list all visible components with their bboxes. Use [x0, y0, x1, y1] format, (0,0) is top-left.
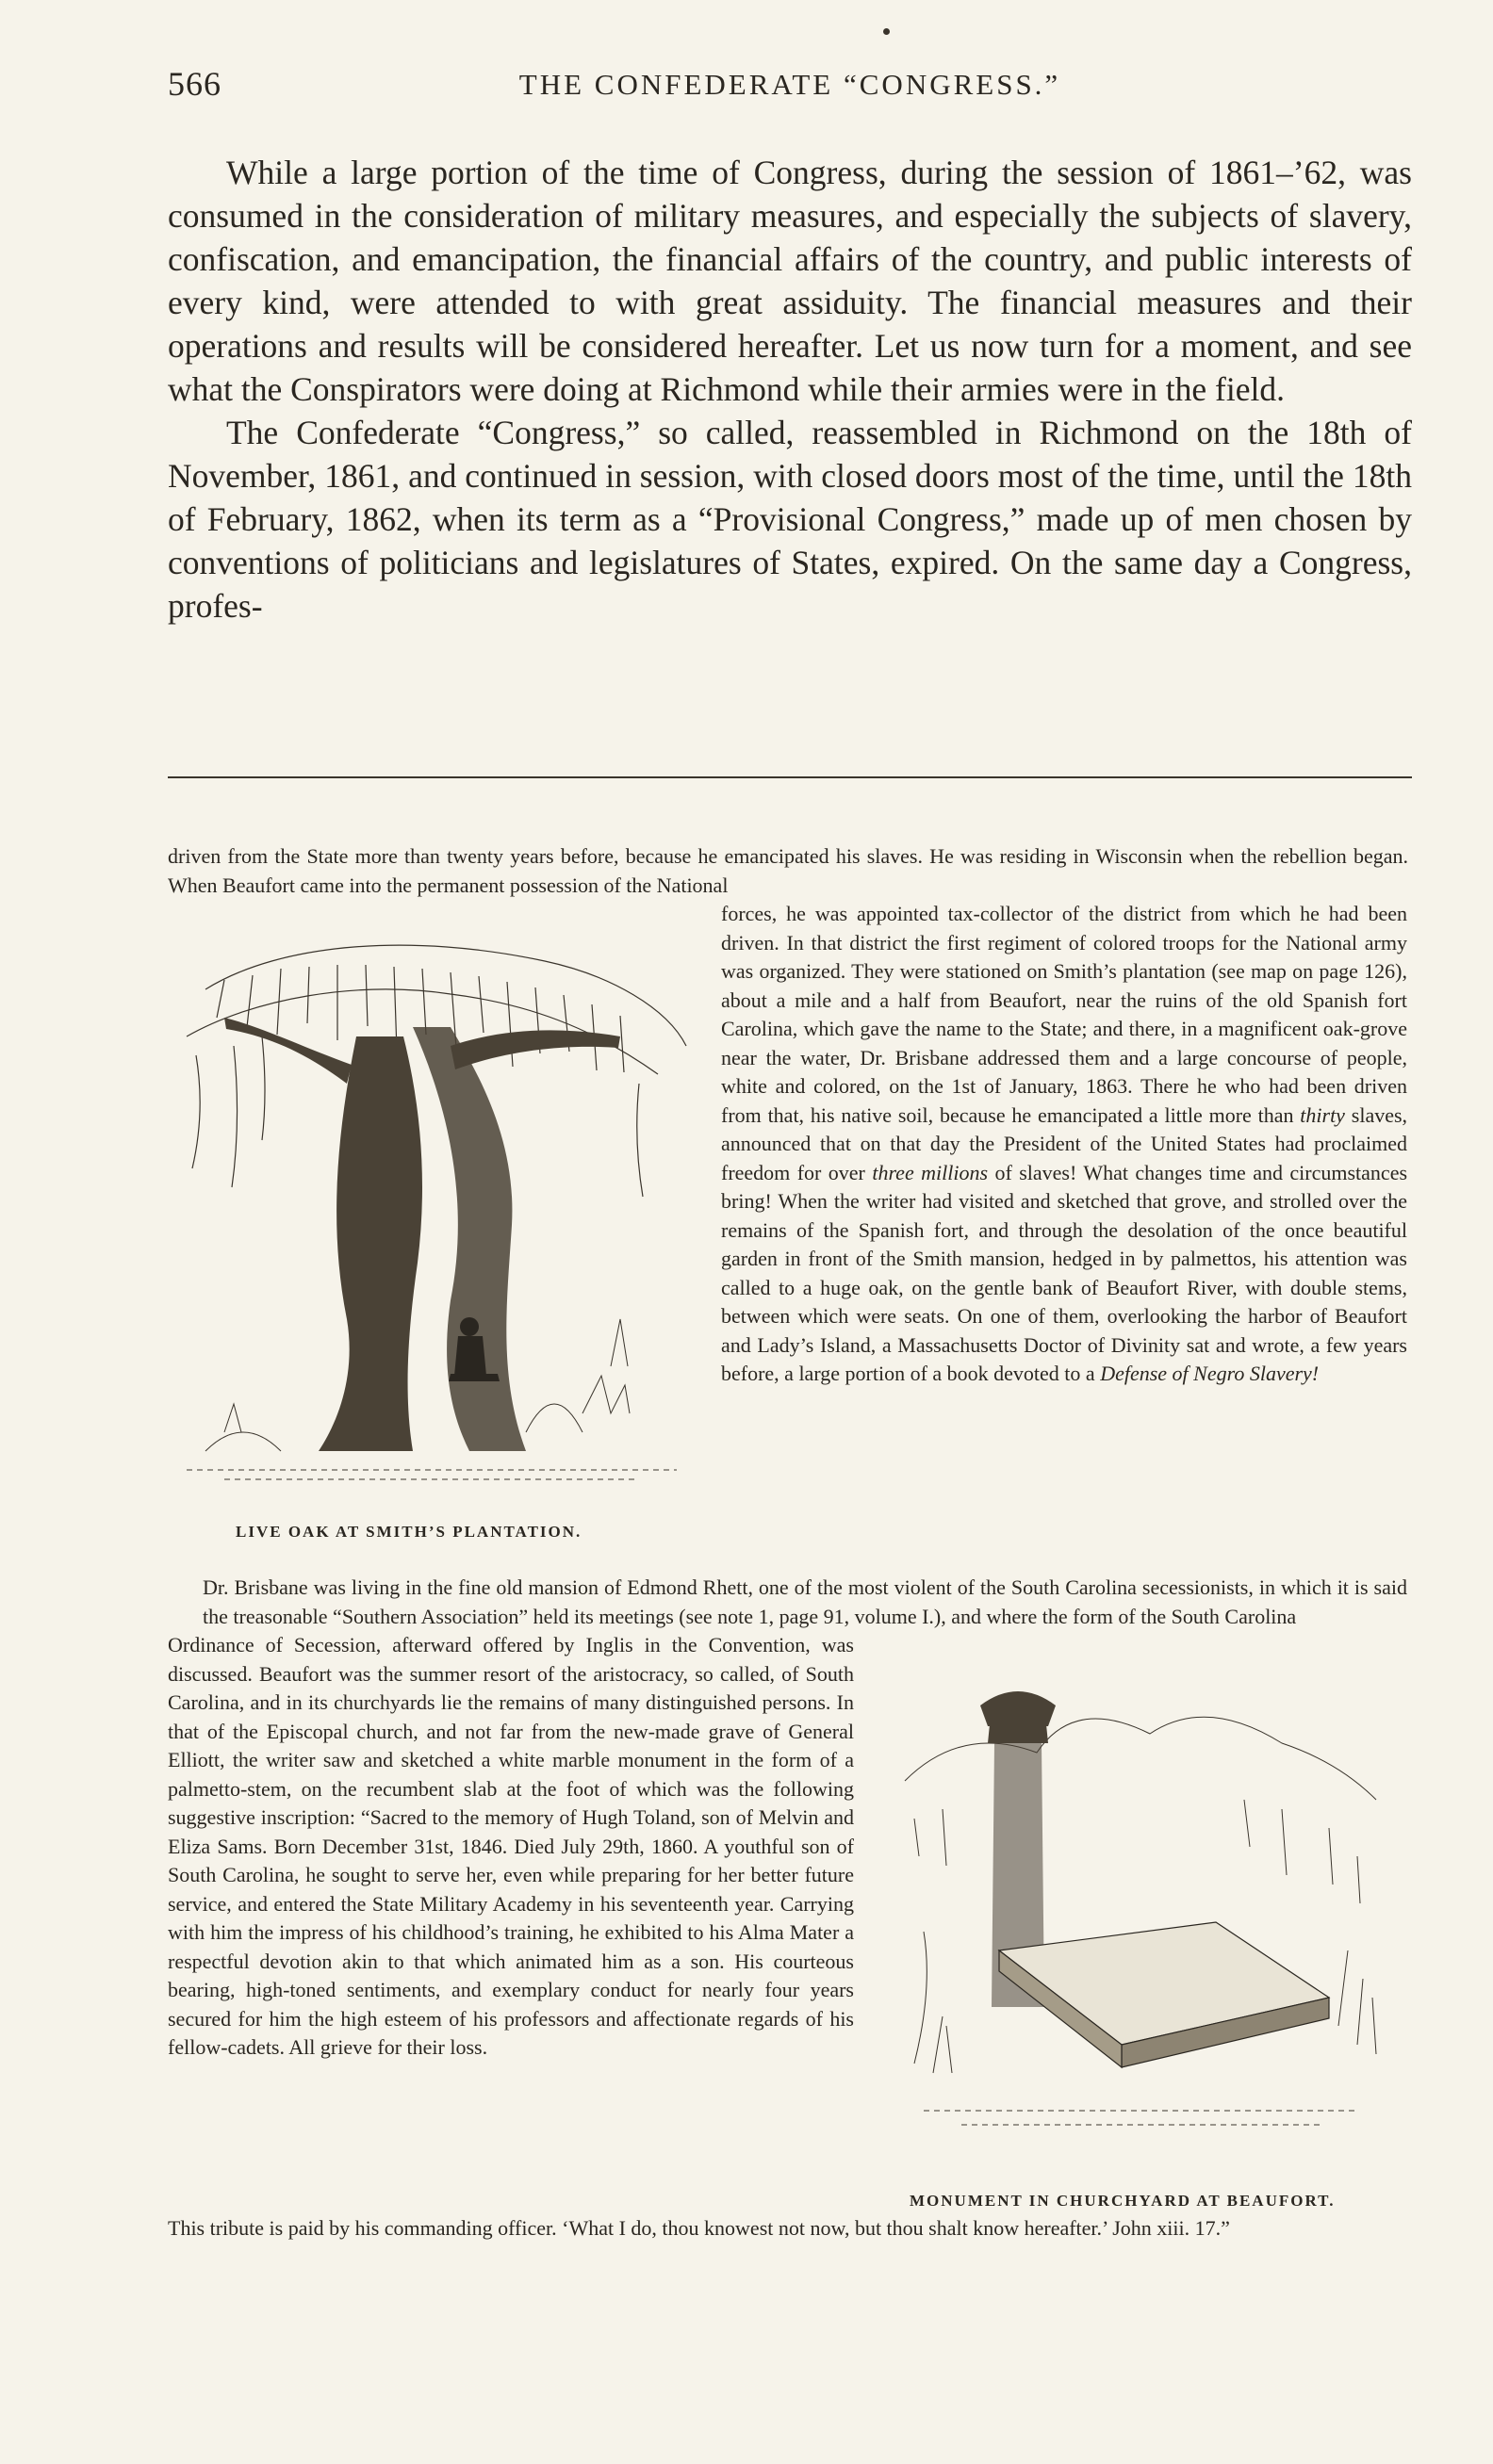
main-text [168, 151, 1412, 628]
page-header [168, 64, 1412, 111]
footnote-emphasis-defense: Defense of Negro Slavery! [1100, 1362, 1320, 1385]
running-head: THE CONFEDERATE “CONGRESS.” [518, 68, 1061, 101]
footnote-block-c: Dr. Brisbane was living in the fine old mansion of Edmond Rhett, one of the most violent of the South Carolina secessionists, in which it is said the treasonable “Southern Association” held its meetings (see note 1, page 91, volume I.), and where the form of the South Carolina [203, 1575, 1407, 1628]
ink-dot [883, 28, 890, 35]
live-oak-illustration [168, 923, 692, 1489]
footnote-text-b2: slaves, announced that on that day the President of the United States had proclaimed freedom for over [721, 1102, 1408, 1184]
main-paragraph-2: The Confederate “Congress,” so called, reassembled in Richmond on the 18th of November, 1861, and continued in session, with closed doors most of the time, until the 18th of February, 1862, when its term as a “Provisional Congress,” made up of men chosen by conventions of politicians and legislatures of States, expired. On the same day a Congress, profes- [168, 414, 1412, 625]
main-paragraph-1: While a large portion of the time of Congress, during the session of 1861–’62, was consumed in the consideration of military measures, and especially the subjects of slavery, confiscation, and emancipation, the financial affairs of the country, and public interests of every kind, were attended to with great assiduity. The financial measures and their operations and results will be considered hereafter. Let us now turn for a moment, and see what the Conspirators were doing at Richmond while their armies were in the field. [168, 154, 1412, 408]
footnote-rule [168, 776, 1412, 778]
monument-illustration [886, 1668, 1395, 2158]
footnote-block-b [721, 900, 1407, 1389]
footnote-block-e: This tribute is paid by his commanding officer. ‘What I do, thou knowest not now, but thou shalt know hereafter.’ John xiii. 17.” [168, 2216, 1230, 2240]
footnote-block-d: Ordinance of Secession, afterward offered by Inglis in the Convention, was discussed. Beaufort was the summer resort of the aristocracy, so called, of South Carolina, and in its churchyards lie the remains of many distinguished persons. In that of the Episcopal church, and not far from the new-made grave of General Elliott, the writer saw and sketched a white marble monument in the form of a palmetto-stem, on the recumbent slab at the foot of which was the following suggestive inscription: “Sacred to the memory of Hugh Toland, son of Melvin and Eliza Sams. Born December 31st, 1846. Died July 29th, 1860. A youthful son of South Carolina, he sought to serve her, even while preparing for her better future service, and entered the State Military Academy in his seventeenth year. Carrying with him the impress of his childhood’s training, he exhibited to his Alma Mater a respectful devotion akin to that which animated him as a son. His courteous bearing, high-toned sentiments, and exemplary conduct for nearly four years secured for him the high esteem of his professors and affectionate regards of his fellow-cadets. All grieve for their loss. [168, 1633, 854, 2059]
monument-caption: MONUMENT IN CHURCHYARD AT BEAUFORT. [910, 2192, 1336, 2210]
footnote-emphasis-thirty: thirty [1300, 1102, 1345, 1127]
footnote-emphasis-three-millions: three millions [872, 1160, 989, 1184]
page-number: 566 [168, 65, 221, 103]
footnote-text-b3: of slaves! What changes time and circumstances bring! When the writer had visited and sketched that grove, and strolled over the remains of the Spanish fort, and through the desolation of the once beautiful garden in front of the Smith mansion, hedged in by palmettos, his attention was called to a huge oak, on the gentle bank of Beaufort River, with double stems, between which were seats. On one of them, overlooking the harbor of Beaufort and Lady’s Island, a Massachusetts Doctor of Divinity sat and wrote, a few years before, a large portion of a book devoted to a [721, 1160, 1408, 1385]
footnote-line-a: driven from the State more than twenty years before, because he emancipated his slaves. He was residing in Wisconsin when the rebellion began. When Beaufort came into the permanent possession of the National [168, 844, 1408, 897]
oak-caption: LIVE OAK AT SMITH’S PLANTATION. [236, 1523, 582, 1541]
footnote-text-b1: forces, he was appointed tax-collector of the district from which he had been driven. In that district the first regiment of colored troops for the National army was organized. They were stationed on Smith’s plantation (see map on page 126), about a mile and a half from Beaufort, near the ruins of the old Spanish fort Carolina, which gave the name to the State; and there, in a magnificent oak-grove near the water, Dr. Brisbane addressed them and a large concourse of people, white and colored, on the 1st of January, 1863. There he who had been driven from that, his native soil, because he emancipated a little more than [721, 902, 1407, 1127]
